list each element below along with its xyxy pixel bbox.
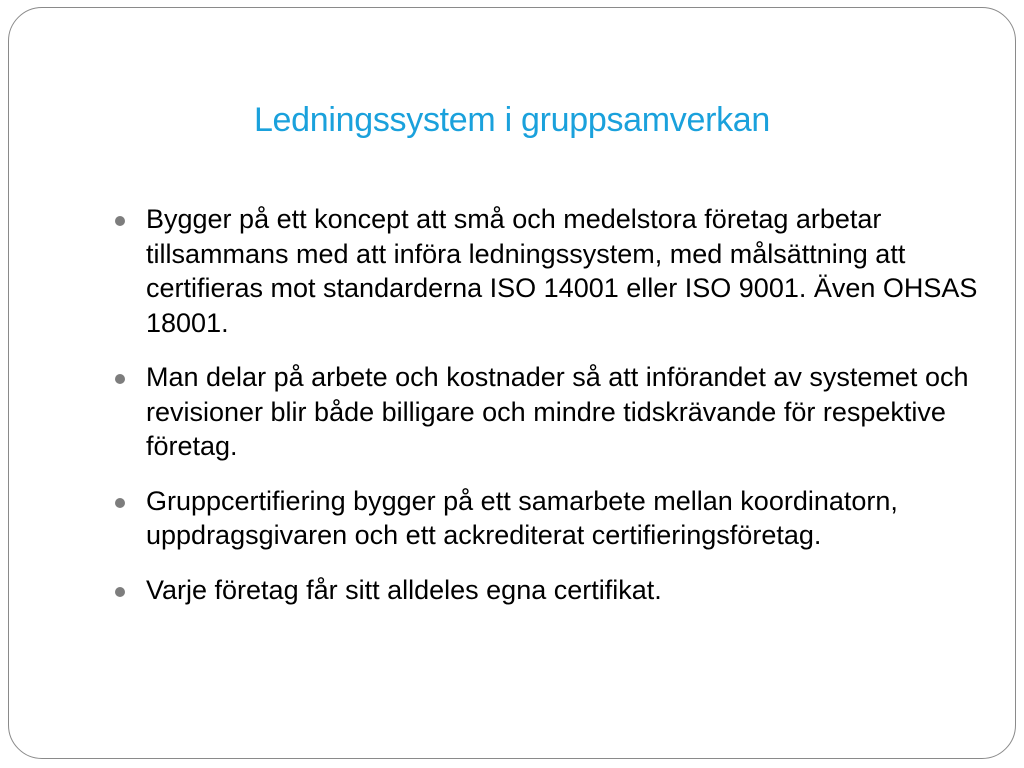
bullet-text: Gruppcertifiering bygger på ett samarbete mellan koordinatorn, uppdragsgivaren och ett ackrediterat certifieringsföretag.	[146, 485, 898, 550]
bullet-text: Man delar på arbete och kostnader så att införandet av systemet och revisioner blir både billigare och mindre tidskrävande för respektive företag.	[146, 362, 969, 461]
bullet-item	[115, 573, 995, 608]
bullet-icon	[115, 374, 125, 384]
bullet-icon	[115, 587, 125, 597]
bullet-item	[115, 202, 995, 340]
bullet-item	[115, 360, 995, 464]
bullet-icon	[115, 216, 125, 226]
bullet-list	[115, 202, 995, 627]
bullet-item	[115, 484, 995, 553]
slide-title: Ledningssystem i gruppsamverkan	[253, 101, 771, 139]
bullet-icon	[115, 498, 125, 508]
bullet-text: Varje företag får sitt alldeles egna certifikat.	[146, 574, 662, 605]
bullet-text: Bygger på ett koncept att små och medelstora företag arbetar tillsammans med att införa ledningssystem, med målsättning att certifieras mot standarderna ISO 14001 eller ISO 9001. Även OHSAS 18001.	[146, 204, 978, 338]
